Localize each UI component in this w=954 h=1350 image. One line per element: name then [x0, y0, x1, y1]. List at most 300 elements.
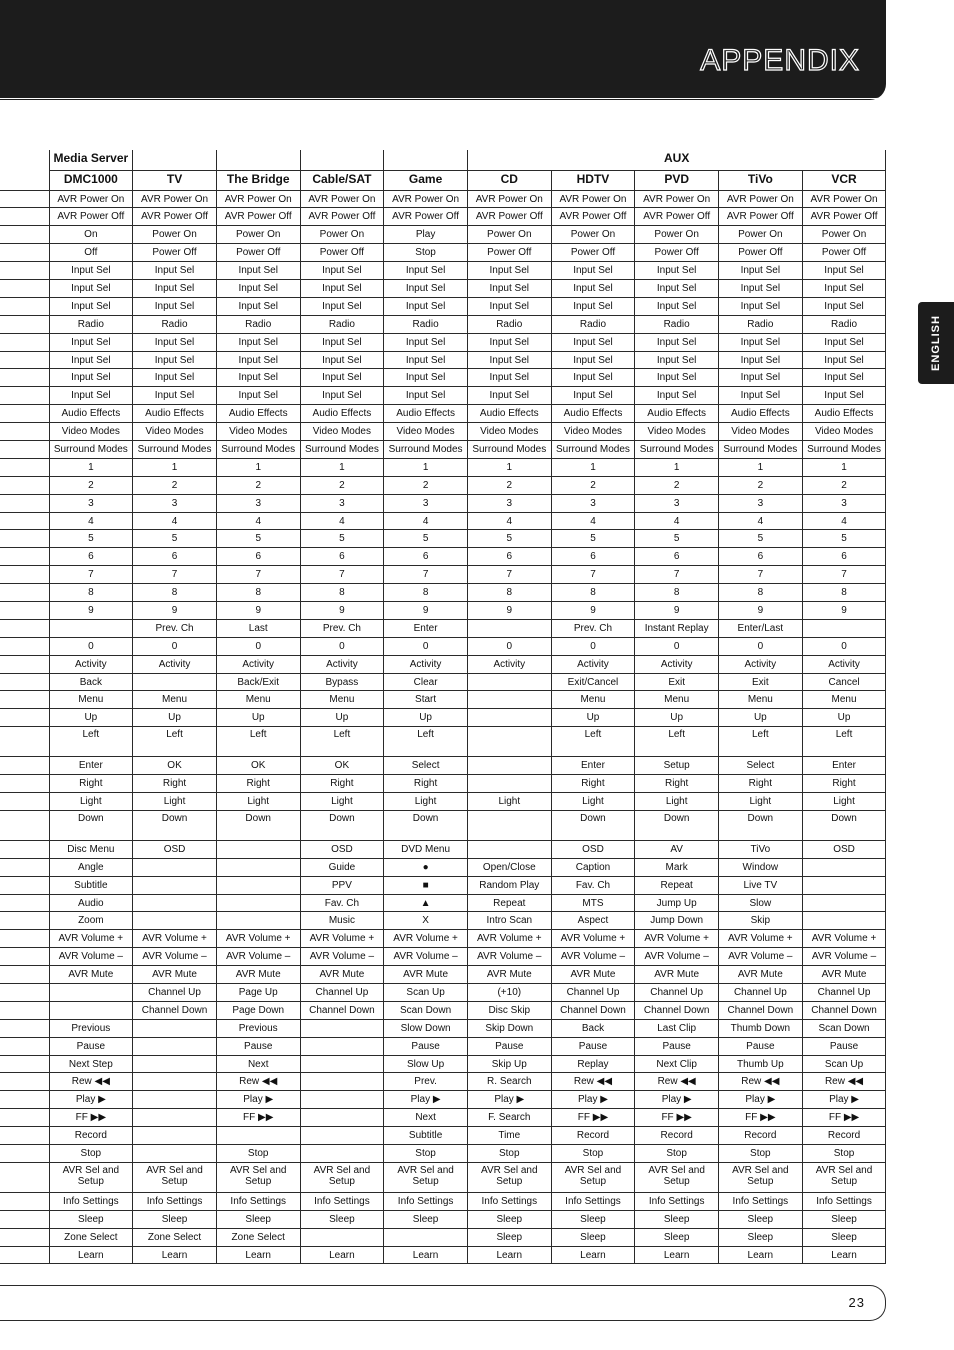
table-cell: Up [719, 709, 803, 727]
table-cell: Power Off [216, 244, 300, 262]
table-cell: Up [384, 709, 468, 727]
table-cell: Radio [802, 315, 886, 333]
table-cell: Scan Up [802, 1055, 886, 1073]
table-cell: AVR Power Off [635, 208, 719, 226]
table-cell: AVR Power On [719, 190, 803, 208]
table-cell: AVR Sel and Setup [719, 1162, 803, 1192]
table-cell: Exit [719, 673, 803, 691]
table-cell: 8 [300, 584, 384, 602]
table-cell: Light [384, 793, 468, 811]
table-cell: Input Sel [300, 262, 384, 280]
table-cell: Input Sel [384, 351, 468, 369]
table-cell: Last Clip [635, 1019, 719, 1037]
table-cell: Video Modes [467, 423, 551, 441]
table-cell: Rew ◀◀ [49, 1073, 133, 1091]
table-cell: Time [467, 1127, 551, 1145]
table-cell: Learn [551, 1246, 635, 1264]
table-cell: Audio [49, 894, 133, 912]
table-cell: Power Off [467, 244, 551, 262]
table-cell: Sleep [719, 1228, 803, 1246]
table-row [0, 387, 886, 405]
table-cell: AVR Mute [49, 966, 133, 984]
table-cell: 9 [467, 601, 551, 619]
table-cell: Pause [216, 1037, 300, 1055]
table-cell: Input Sel [49, 297, 133, 315]
table-cell: Prev. Ch [551, 619, 635, 637]
table-cell: AVR Volume + [49, 930, 133, 948]
table-cell: AVR Volume – [719, 948, 803, 966]
table-cell: Video Modes [49, 423, 133, 441]
table-cell: Input Sel [216, 297, 300, 315]
table-cell: AVR Volume – [300, 948, 384, 966]
table-cell: Pause [719, 1037, 803, 1055]
table-row [0, 930, 886, 948]
table-row [0, 1192, 886, 1210]
table-cell: AVR Power On [551, 190, 635, 208]
table-row [0, 566, 886, 584]
table-cell: Input Sel [551, 369, 635, 387]
table-cell: Light [216, 793, 300, 811]
table-cell: Input Sel [300, 333, 384, 351]
table-cell [300, 1037, 384, 1055]
table-cell: AVR Power Off [802, 208, 886, 226]
table-cell: Previous [49, 1019, 133, 1037]
table-row [0, 244, 886, 262]
table-cell: Input Sel [384, 297, 468, 315]
table-cell: AVR Sel and Setup [133, 1162, 217, 1192]
table-cell: Intro Scan [467, 912, 551, 930]
table-cell: 6 [133, 548, 217, 566]
table-cell: Play ▶ [551, 1091, 635, 1109]
table-cell [133, 1055, 217, 1073]
table-cell: 7 [133, 566, 217, 584]
table-cell: Video Modes [635, 423, 719, 441]
table-cell: 5 [133, 530, 217, 548]
table-cell: 9 [384, 601, 468, 619]
table-cell: OK [133, 757, 217, 775]
table-cell: 5 [384, 530, 468, 548]
table-cell: AVR Power On [635, 190, 719, 208]
table-cell: Left [635, 727, 719, 757]
table-cell: Sleep [802, 1210, 886, 1228]
table-cell: Learn [133, 1246, 217, 1264]
column-header-row [0, 170, 886, 190]
table-cell: 4 [802, 512, 886, 530]
table-cell: Up [49, 709, 133, 727]
table-cell: 3 [49, 494, 133, 512]
table-cell: 5 [49, 530, 133, 548]
table-cell: Menu [300, 691, 384, 709]
table-cell: Audio Effects [49, 405, 133, 423]
table-row [0, 279, 886, 297]
table-cell: Down [635, 810, 719, 840]
table-cell: Light [300, 793, 384, 811]
table-cell: Input Sel [551, 279, 635, 297]
table-cell: Learn [300, 1246, 384, 1264]
table-cell: Radio [216, 315, 300, 333]
table-cell: Power On [300, 226, 384, 244]
table-cell: Info Settings [49, 1192, 133, 1210]
table-cell: 5 [300, 530, 384, 548]
table-cell [133, 1145, 217, 1163]
table-cell: Input Sel [49, 333, 133, 351]
table-cell: Audio Effects [300, 405, 384, 423]
table-cell: 4 [133, 512, 217, 530]
table-cell: 3 [551, 494, 635, 512]
table-cell: AVR Volume + [216, 930, 300, 948]
table-cell: Surround Modes [467, 440, 551, 458]
table-cell: 5 [719, 530, 803, 548]
column-header: The Bridge [216, 170, 300, 190]
table-cell: 8 [133, 584, 217, 602]
table-cell: Up [216, 709, 300, 727]
table-cell: Prev. [384, 1073, 468, 1091]
table-cell: Back [551, 1019, 635, 1037]
table-cell [467, 840, 551, 858]
table-cell: Back/Exit [216, 673, 300, 691]
table-cell: 9 [635, 601, 719, 619]
table-cell: Next [216, 1055, 300, 1073]
table-cell: AVR Power Off [216, 208, 300, 226]
table-cell: Power On [551, 226, 635, 244]
table-cell: 5 [467, 530, 551, 548]
footer-bar [0, 1285, 886, 1321]
table-cell: Channel Down [133, 1001, 217, 1019]
table-cell: Input Sel [467, 333, 551, 351]
table-cell [49, 984, 133, 1002]
table-cell: Input Sel [551, 333, 635, 351]
table-cell: Input Sel [802, 387, 886, 405]
table-cell: Input Sel [467, 297, 551, 315]
table-cell: Power Off [300, 244, 384, 262]
table-cell: Back [49, 673, 133, 691]
table-cell: Repeat [635, 876, 719, 894]
table-cell: Stop [467, 1145, 551, 1163]
table-cell: Sleep [551, 1210, 635, 1228]
table-cell: AVR Mute [384, 966, 468, 984]
table-row [0, 858, 886, 876]
table-row [0, 1210, 886, 1228]
table-cell: AVR Power On [467, 190, 551, 208]
table-cell: Play [384, 226, 468, 244]
table-cell: Channel Down [635, 1001, 719, 1019]
table-cell: Sleep [300, 1210, 384, 1228]
table-cell [802, 876, 886, 894]
table-cell: 7 [49, 566, 133, 584]
table-cell: PPV [300, 876, 384, 894]
table-cell: Input Sel [719, 262, 803, 280]
table-cell: Input Sel [719, 279, 803, 297]
table-cell: Activity [635, 655, 719, 673]
table-cell: Rew ◀◀ [551, 1073, 635, 1091]
table-cell: Video Modes [133, 423, 217, 441]
table-cell [300, 1019, 384, 1037]
table-row [0, 894, 886, 912]
table-cell: Audio Effects [719, 405, 803, 423]
table-cell: 5 [635, 530, 719, 548]
table-cell: Input Sel [384, 279, 468, 297]
table-cell: Radio [384, 315, 468, 333]
table-cell: Left [719, 727, 803, 757]
table-cell: Input Sel [300, 369, 384, 387]
table-cell: Sleep [719, 1210, 803, 1228]
table-cell: Exit [635, 673, 719, 691]
table-cell: Channel Up [300, 984, 384, 1002]
table-cell: 7 [635, 566, 719, 584]
table-cell [133, 858, 217, 876]
table-cell: Live TV [719, 876, 803, 894]
table-cell: 8 [802, 584, 886, 602]
table-cell: OSD [300, 840, 384, 858]
table-row [0, 775, 886, 793]
table-cell: AVR Sel and Setup [467, 1162, 551, 1192]
table-cell: 0 [719, 637, 803, 655]
table-cell: Prev. Ch [300, 619, 384, 637]
table-row [0, 840, 886, 858]
table-cell: Input Sel [719, 333, 803, 351]
table-cell [133, 912, 217, 930]
table-cell [467, 727, 551, 757]
table-cell: 8 [635, 584, 719, 602]
table-cell: Subtitle [49, 876, 133, 894]
table-cell: Enter/Last [719, 619, 803, 637]
table-row [0, 810, 886, 840]
group-header-aux: AUX [467, 150, 885, 170]
table-cell: Power On [802, 226, 886, 244]
table-cell [133, 1019, 217, 1037]
table-cell [467, 619, 551, 637]
table-cell: 1 [551, 458, 635, 476]
table-cell: 2 [300, 476, 384, 494]
table-row [0, 673, 886, 691]
table-cell: Sleep [467, 1210, 551, 1228]
table-cell: Input Sel [635, 369, 719, 387]
table-cell: Menu [719, 691, 803, 709]
table-row [0, 1073, 886, 1091]
table-cell: Menu [49, 691, 133, 709]
table-cell: Input Sel [551, 351, 635, 369]
column-header: DMC1000 [49, 170, 133, 190]
table-cell: Down [551, 810, 635, 840]
table-cell: Sleep [384, 1210, 468, 1228]
table-cell: Down [384, 810, 468, 840]
table-cell: Input Sel [802, 297, 886, 315]
table-cell: 8 [49, 584, 133, 602]
table-cell: Menu [635, 691, 719, 709]
table-cell: Input Sel [551, 387, 635, 405]
table-cell [467, 691, 551, 709]
table-cell: Pause [49, 1037, 133, 1055]
table-cell: Slow Up [384, 1055, 468, 1073]
table-cell: AVR Power Off [300, 208, 384, 226]
table-cell: Radio [635, 315, 719, 333]
table-row [0, 351, 886, 369]
table-cell: AVR Power Off [384, 208, 468, 226]
table-row [0, 333, 886, 351]
table-cell: Learn [216, 1246, 300, 1264]
table-cell: 8 [719, 584, 803, 602]
table-cell: Mark [635, 858, 719, 876]
table-cell: Input Sel [635, 279, 719, 297]
table-cell: Learn [802, 1246, 886, 1264]
table-row [0, 757, 886, 775]
table-cell: Down [133, 810, 217, 840]
table-row [0, 984, 886, 1002]
table-row [0, 912, 886, 930]
table-cell: 2 [719, 476, 803, 494]
page-title: APPENDIX [700, 44, 860, 77]
table-cell [133, 673, 217, 691]
table-cell: AVR Sel and Setup [384, 1162, 468, 1192]
table-cell: 3 [384, 494, 468, 512]
table-cell: Zone Select [133, 1228, 217, 1246]
table-cell: 3 [719, 494, 803, 512]
table-cell: AVR Power On [216, 190, 300, 208]
table-cell: Power Off [635, 244, 719, 262]
table-cell: Record [719, 1127, 803, 1145]
table-cell: Pause [467, 1037, 551, 1055]
table-cell: Repeat [467, 894, 551, 912]
table-cell: Activity [300, 655, 384, 673]
table-cell: Input Sel [49, 369, 133, 387]
table-cell: Input Sel [802, 333, 886, 351]
table-cell: FF ▶▶ [49, 1109, 133, 1127]
table-cell: Rew ◀◀ [802, 1073, 886, 1091]
table-cell: Disc Skip [467, 1001, 551, 1019]
table-row [0, 655, 886, 673]
table-cell: Right [719, 775, 803, 793]
table-cell: Right [216, 775, 300, 793]
table-cell: Activity [384, 655, 468, 673]
table-cell: Left [133, 727, 217, 757]
table-cell: Next Clip [635, 1055, 719, 1073]
table-cell [300, 1127, 384, 1145]
table-cell: 4 [300, 512, 384, 530]
table-cell: Subtitle [384, 1127, 468, 1145]
table-cell: AVR Sel and Setup [802, 1162, 886, 1192]
table-cell: Sleep [467, 1228, 551, 1246]
table-cell: Record [635, 1127, 719, 1145]
table-cell: Slow Down [384, 1019, 468, 1037]
table-cell: 3 [216, 494, 300, 512]
table-cell: Start [384, 691, 468, 709]
table-row [0, 458, 886, 476]
table-cell [467, 810, 551, 840]
table-cell: Last [216, 619, 300, 637]
table-cell: Select [384, 757, 468, 775]
table-cell: 7 [551, 566, 635, 584]
table-cell: Sleep [551, 1228, 635, 1246]
table-row [0, 948, 886, 966]
table-cell: 8 [551, 584, 635, 602]
table-cell: Audio Effects [133, 405, 217, 423]
table-cell [216, 1127, 300, 1145]
table-row [0, 1246, 886, 1264]
table-cell: Play ▶ [384, 1091, 468, 1109]
table-cell [133, 1073, 217, 1091]
table-row [0, 793, 886, 811]
table-cell: AVR Mute [635, 966, 719, 984]
table-cell: Input Sel [133, 369, 217, 387]
table-row [0, 584, 886, 602]
table-cell: AVR Mute [300, 966, 384, 984]
table-cell: Down [802, 810, 886, 840]
table-cell: Video Modes [719, 423, 803, 441]
column-header: TV [133, 170, 217, 190]
table-cell: Audio Effects [802, 405, 886, 423]
table-cell: 0 [133, 637, 217, 655]
table-cell [216, 858, 300, 876]
table-cell: Rew ◀◀ [635, 1073, 719, 1091]
table-cell: AVR Sel and Setup [300, 1162, 384, 1192]
table-cell: Input Sel [635, 351, 719, 369]
table-cell: Input Sel [49, 387, 133, 405]
table-cell: 3 [635, 494, 719, 512]
table-cell: Audio Effects [635, 405, 719, 423]
table-cell: 6 [551, 548, 635, 566]
table-cell [133, 1109, 217, 1127]
table-cell: Input Sel [467, 369, 551, 387]
table-cell: Up [133, 709, 217, 727]
table-cell: Right [551, 775, 635, 793]
table-cell: Input Sel [467, 351, 551, 369]
table-cell [133, 1127, 217, 1145]
table-cell: 3 [802, 494, 886, 512]
table-row [0, 494, 886, 512]
table-cell: 0 [467, 637, 551, 655]
table-cell: 6 [49, 548, 133, 566]
table-cell: 3 [467, 494, 551, 512]
table-cell: Stop [49, 1145, 133, 1163]
table-cell: AVR Volume – [216, 948, 300, 966]
table-cell: Channel Down [719, 1001, 803, 1019]
table-cell: Power On [719, 226, 803, 244]
table-cell: Right [635, 775, 719, 793]
table-cell: 9 [300, 601, 384, 619]
table-cell: AVR Power Off [551, 208, 635, 226]
table-cell: Next Step [49, 1055, 133, 1073]
table-cell: Enter [551, 757, 635, 775]
table-cell: AVR Power Off [467, 208, 551, 226]
table-cell: 6 [384, 548, 468, 566]
table-cell: Sleep [133, 1210, 217, 1228]
table-cell: Activity [216, 655, 300, 673]
table-cell: 1 [133, 458, 217, 476]
table-cell: 2 [384, 476, 468, 494]
table-cell: Radio [467, 315, 551, 333]
table-cell: F. Search [467, 1109, 551, 1127]
table-cell: Stop [384, 244, 468, 262]
table-cell: Caption [551, 858, 635, 876]
table-cell: Window [719, 858, 803, 876]
table-row [0, 190, 886, 208]
table-row [0, 1162, 886, 1192]
table-cell: Surround Modes [802, 440, 886, 458]
table-cell: 7 [300, 566, 384, 584]
table-cell: Light [133, 793, 217, 811]
table-cell: Skip Down [467, 1019, 551, 1037]
table-cell [216, 912, 300, 930]
table-cell: Input Sel [216, 387, 300, 405]
table-cell: 1 [802, 458, 886, 476]
table-cell: Thumb Down [719, 1019, 803, 1037]
column-header: TiVo [719, 170, 803, 190]
table-cell: Light [719, 793, 803, 811]
table-cell: Video Modes [551, 423, 635, 441]
table-cell: Activity [802, 655, 886, 673]
table-cell: OSD [133, 840, 217, 858]
table-cell: Right [384, 775, 468, 793]
